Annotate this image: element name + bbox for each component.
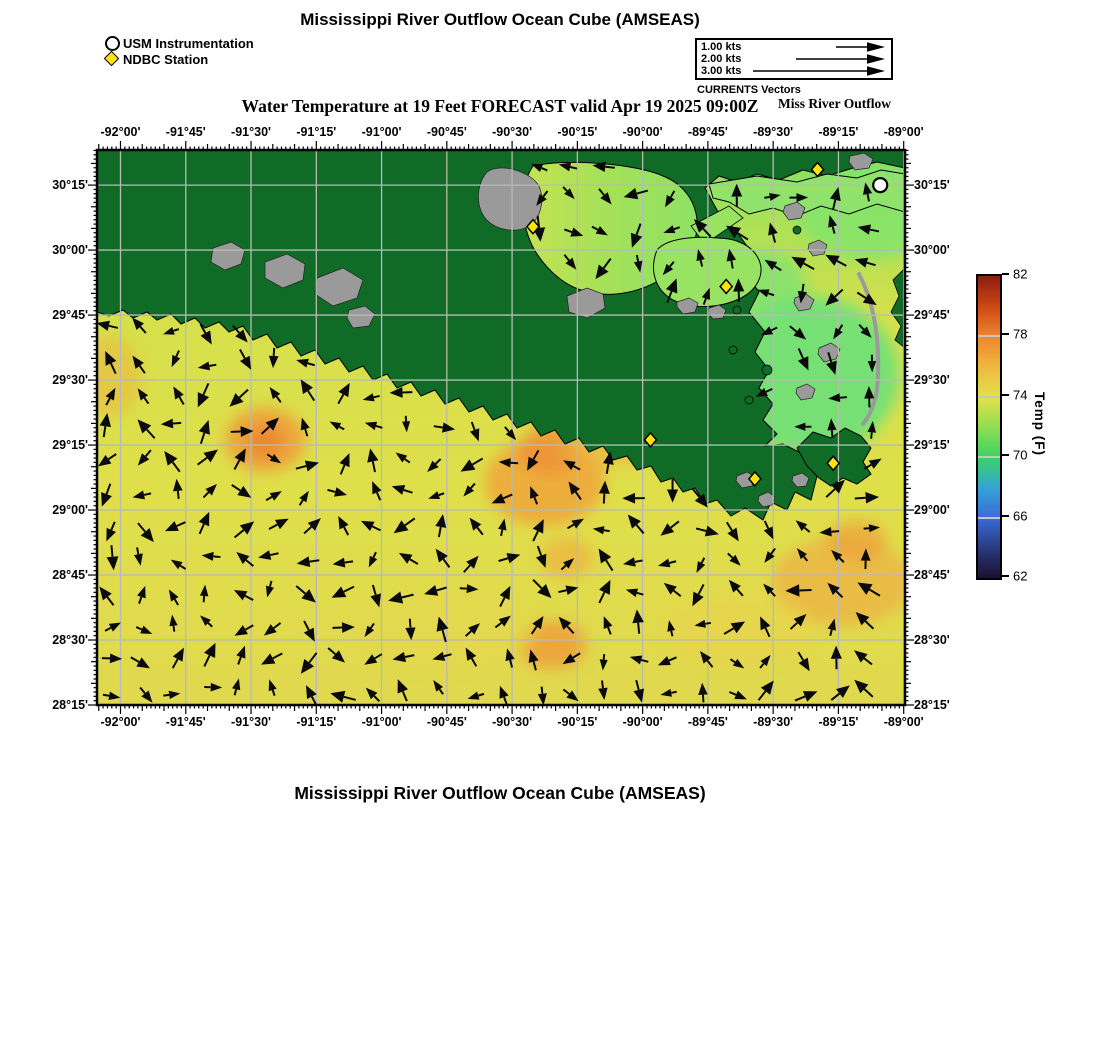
svg-text:-89°00': -89°00' [883,125,924,139]
svg-text:29°45': 29°45' [52,308,88,323]
svg-text:30°15': 30°15' [52,178,88,193]
marsh-island [745,396,753,404]
svg-text:-92°00': -92°00' [100,125,141,139]
current-speed-arrow-icon [749,53,887,65]
svg-text:28°15': 28°15' [914,698,950,712]
svg-text:-91°45': -91°45' [165,715,206,729]
svg-text:-91°00': -91°00' [361,125,402,139]
svg-text:-90°45': -90°45' [426,125,467,139]
colorbar-tick [1002,273,1009,275]
svg-text:30°15': 30°15' [914,178,950,193]
vector-legend-row [701,41,887,53]
ndbc-legend-label: NDBC Station [123,51,209,67]
colorbar-tick [1002,454,1009,456]
map-plot [40,118,960,750]
marsh-island [793,226,801,234]
svg-text:28°15': 28°15' [52,698,88,712]
svg-text:-92°00': -92°00' [100,715,141,729]
svg-text:29°30': 29°30' [52,373,88,388]
colorbar-tick [1002,394,1009,396]
svg-text:-89°15': -89°15' [818,125,859,139]
svg-text:28°30': 28°30' [52,633,88,648]
legend-row-ndbc [105,51,254,67]
vector-legend-row [701,53,887,65]
svg-text:28°30': 28°30' [914,633,950,648]
map-layers [81,150,937,705]
svg-text:-91°45': -91°45' [165,125,206,139]
svg-text:29°45': 29°45' [914,308,950,323]
bottom-title: Mississippi River Outflow Ocean Cube (AMSEAS) [294,783,706,803]
page-title: Mississippi River Outflow Ocean Cube (AMSEAS) [300,10,700,29]
svg-text:28°45': 28°45' [52,568,88,583]
currents-vector-caption: CURRENTS Vectors [697,84,801,96]
svg-text:-89°30': -89°30' [753,715,794,729]
marsh-island [762,365,772,375]
forecast-subtitle: Water Temperature at 19 Feet FORECAST valid Apr 19 2025 09:00Z [241,96,759,116]
svg-text:28°45': 28°45' [914,568,950,583]
colorbar-tick-label: 82 [1013,266,1028,282]
svg-text:29°15': 29°15' [52,438,88,453]
colorbar [976,274,1002,580]
colorbar-tick [1002,515,1009,517]
svg-text:-90°30': -90°30' [492,715,533,729]
region-label: Miss River Outflow [778,96,891,111]
colorbar-tick-label: 62 [1013,568,1028,584]
vector-legend-label: 1.00 kts [701,40,742,53]
svg-text:29°00': 29°00' [914,503,950,518]
svg-text:-90°15': -90°15' [557,715,598,729]
svg-text:-90°00': -90°00' [622,125,663,139]
svg-text:-89°45': -89°45' [687,715,728,729]
svg-text:-89°00': -89°00' [883,715,924,729]
colorbar-gridline [978,396,1000,398]
svg-text:29°15': 29°15' [914,438,950,453]
colorbar-gridline [978,456,1000,458]
marsh-island [733,306,741,314]
svg-text:-90°15': -90°15' [557,125,598,139]
legend-row-usm [105,35,254,51]
colorbar-title: Temp (F) [1032,392,1047,456]
svg-text:-90°30': -90°30' [492,125,533,139]
vector-legend-label: 3.00 kts [701,64,742,77]
colorbar-gridline [978,517,1000,519]
current-speed-arrow-icon [749,65,887,77]
currents-vector-legend [695,38,893,80]
marsh-island [729,346,737,354]
svg-text:-91°15': -91°15' [296,715,337,729]
colorbar-tick-label: 70 [1013,447,1028,463]
usm-instrumentation-marker [873,178,887,192]
svg-text:-89°30': -89°30' [753,125,794,139]
svg-text:30°00': 30°00' [914,243,950,258]
colorbar-tick [1002,575,1009,577]
colorbar-tick-label: 78 [1013,326,1028,342]
svg-text:-91°00': -91°00' [361,715,402,729]
ndbc-diamond-icon [105,52,119,66]
current-speed-arrow-icon [749,41,887,53]
colorbar-tick [1002,333,1009,335]
usm-circle-icon [105,36,119,50]
svg-text:-91°30': -91°30' [231,715,272,729]
colorbar-tick-label: 66 [1013,507,1028,523]
usm-legend-label: USM Instrumentation [123,35,254,51]
colorbar-gridline [978,335,1000,337]
station-legend [105,35,254,67]
svg-text:-91°30': -91°30' [231,125,272,139]
svg-text:-89°15': -89°15' [818,715,859,729]
svg-text:-90°00': -90°00' [622,715,663,729]
svg-text:29°00': 29°00' [52,503,88,518]
svg-text:29°30': 29°30' [914,373,950,388]
svg-text:-90°45': -90°45' [426,715,467,729]
svg-text:-89°45': -89°45' [687,125,728,139]
svg-text:30°00': 30°00' [52,243,88,258]
colorbar-tick-label: 74 [1013,387,1028,403]
vector-legend-label: 2.00 kts [701,52,742,65]
svg-text:-91°15': -91°15' [296,125,337,139]
vector-legend-row [701,65,887,77]
